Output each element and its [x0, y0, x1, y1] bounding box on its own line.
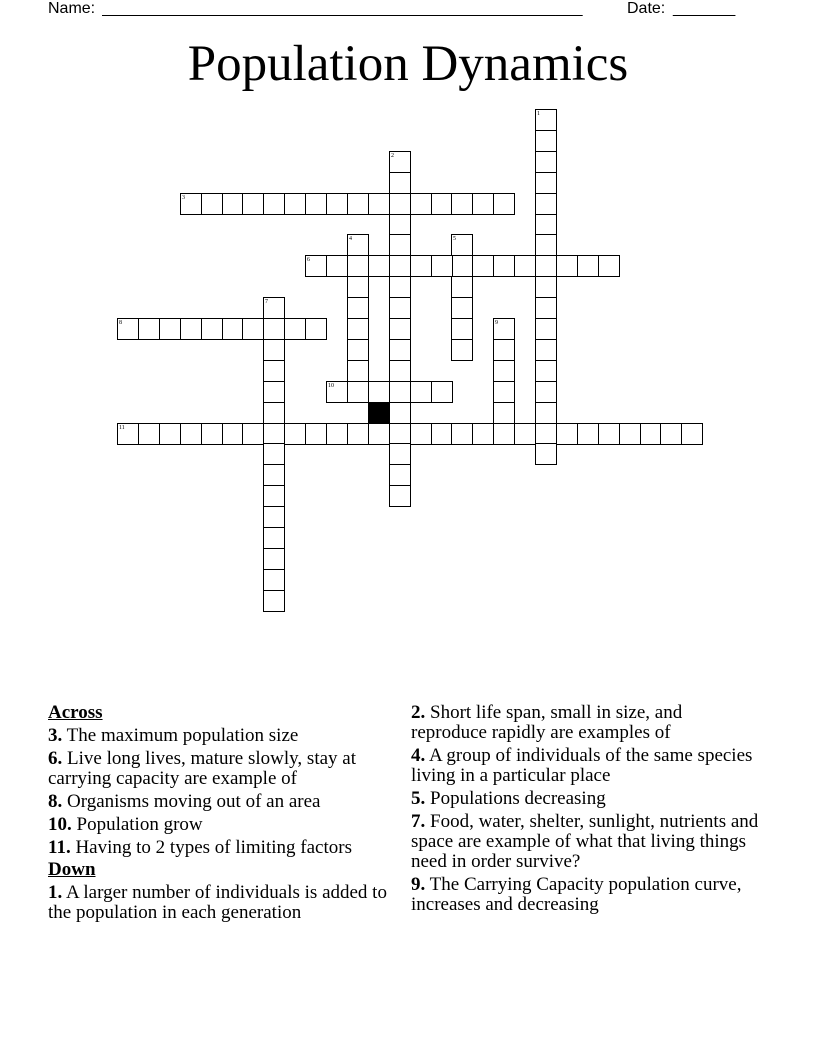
clue-number: 6. — [48, 748, 63, 769]
crossword-cell[interactable] — [305, 193, 327, 215]
crossword-cell[interactable] — [410, 381, 432, 403]
crossword-cell[interactable] — [556, 423, 578, 445]
crossword-cell[interactable] — [514, 255, 536, 277]
crossword-cell[interactable] — [535, 297, 557, 319]
crossword-cell[interactable] — [263, 590, 285, 612]
crossword-cell[interactable] — [640, 423, 662, 445]
clue-text: Populations decreasing — [430, 788, 606, 809]
crossword-cell[interactable] — [410, 423, 432, 445]
crossword-cell[interactable] — [180, 423, 202, 445]
crossword-cell[interactable] — [389, 193, 411, 215]
crossword-cell[interactable] — [368, 255, 390, 277]
crossword-cell[interactable] — [201, 423, 223, 445]
clue-across-6 — [48, 749, 394, 789]
crossword-cell[interactable] — [347, 381, 369, 403]
crossword-cell[interactable] — [451, 193, 473, 215]
crossword-cell[interactable] — [535, 130, 557, 152]
clue-number: 4. — [411, 745, 426, 766]
clue-down-4 — [411, 746, 761, 786]
clues-left-column — [48, 703, 394, 926]
crossword-cell[interactable] — [389, 360, 411, 382]
crossword-cell[interactable] — [222, 423, 244, 445]
crossword-cell[interactable] — [535, 443, 557, 465]
crossword-cell[interactable] — [242, 318, 264, 340]
crossword-cell[interactable] — [389, 297, 411, 319]
crossword-cell[interactable] — [535, 234, 557, 256]
crossword-cell[interactable] — [577, 255, 599, 277]
down-heading: Down — [48, 859, 96, 880]
page-title: Population Dynamics — [187, 36, 629, 92]
clue-number-label: 8 — [119, 320, 122, 326]
clue-across-10 — [48, 815, 394, 835]
crossword-cell[interactable] — [389, 214, 411, 236]
crossword-cell[interactable] — [389, 276, 411, 298]
clue-number: 8. — [48, 791, 63, 812]
date-line[interactable]: _______ — [673, 0, 736, 17]
crossword-cell[interactable] — [535, 276, 557, 298]
crossword-cell[interactable] — [535, 193, 557, 215]
crossword-cell[interactable] — [263, 548, 285, 570]
crossword-cell[interactable] — [284, 193, 306, 215]
clue-text: A group of individuals of the same species living in a particular place — [411, 745, 753, 786]
clue-text: The maximum population size — [66, 725, 299, 746]
crossword-cell[interactable] — [451, 276, 473, 298]
clue-number-label: 9 — [495, 320, 498, 326]
crossword-cell[interactable] — [535, 214, 557, 236]
crossword-cell[interactable] — [389, 464, 411, 486]
clue-number: 10. — [48, 814, 72, 835]
crossword-cell[interactable] — [493, 423, 515, 445]
crossword-cell[interactable] — [493, 381, 515, 403]
crossword-cell[interactable] — [535, 402, 557, 424]
clue-number: 9. — [411, 874, 426, 895]
crossword-cell[interactable] — [368, 381, 390, 403]
crossword-cell[interactable] — [431, 423, 453, 445]
clue-number: 3. — [48, 725, 63, 746]
clue-across-8 — [48, 792, 394, 812]
crossword-cell[interactable] — [472, 423, 494, 445]
crossword-cell[interactable] — [389, 485, 411, 507]
clue-text: Food, water, shelter, sunlight, nutrients and space are example of what that living things need in order survive? — [411, 811, 759, 872]
crossword-cell[interactable] — [535, 255, 557, 277]
crossword-cell[interactable] — [263, 423, 285, 445]
crossword-cell[interactable] — [263, 443, 285, 465]
crossword-cell[interactable] — [389, 381, 411, 403]
crossword-block-cell — [368, 402, 390, 424]
clue-number-label: 10 — [328, 383, 334, 389]
crossword-cell[interactable] — [201, 193, 223, 215]
crossword-cell[interactable] — [514, 423, 536, 445]
crossword-cell[interactable] — [242, 193, 264, 215]
crossword-cell[interactable] — [263, 381, 285, 403]
crossword-cell[interactable] — [326, 423, 348, 445]
clue-number: 5. — [411, 788, 426, 809]
crossword-cell[interactable] — [222, 193, 244, 215]
crossword-cell[interactable] — [472, 255, 494, 277]
clue-number-label: 7 — [265, 299, 268, 305]
crossword-cell[interactable] — [451, 297, 473, 319]
across-heading: Across — [48, 702, 103, 723]
crossword-cell[interactable] — [326, 193, 348, 215]
crossword-cell[interactable] — [284, 318, 306, 340]
crossword-cell[interactable] — [431, 381, 453, 403]
crossword-cell[interactable] — [451, 255, 473, 277]
crossword-cell[interactable] — [535, 360, 557, 382]
crossword-cell[interactable] — [368, 193, 390, 215]
crossword-cell[interactable] — [159, 423, 181, 445]
crossword-cell[interactable] — [263, 318, 285, 340]
clue-number-label: 2 — [391, 153, 394, 159]
crossword-cell[interactable] — [305, 423, 327, 445]
crossword-cell[interactable] — [347, 360, 369, 382]
clue-down-9 — [411, 875, 761, 915]
clue-across-11 — [48, 838, 394, 858]
crossword-cell[interactable] — [138, 318, 160, 340]
crossword-cell[interactable] — [660, 423, 682, 445]
clue-across-3 — [48, 726, 394, 746]
crossword-cell[interactable] — [242, 423, 264, 445]
crossword-cell[interactable] — [263, 360, 285, 382]
clue-text: Having to 2 types of limiting factors — [75, 837, 352, 858]
clue-text: The Carrying Capacity population curve, increases and decreasing — [411, 874, 742, 915]
crossword-cell[interactable] — [556, 255, 578, 277]
clue-number: 11. — [48, 837, 71, 858]
crossword-cell[interactable] — [389, 402, 411, 424]
crossword-cell[interactable] — [180, 318, 202, 340]
crossword-cell[interactable] — [535, 318, 557, 340]
clue-down-1 — [48, 883, 394, 923]
clue-number-label: 4 — [349, 236, 352, 242]
crossword-cell[interactable] — [598, 423, 620, 445]
crossword-cell[interactable] — [493, 255, 515, 277]
clue-number: 7. — [411, 811, 426, 832]
crossword-cell[interactable] — [263, 193, 285, 215]
crossword-cell[interactable] — [263, 527, 285, 549]
crossword-cell[interactable] — [493, 402, 515, 424]
crossword-cell[interactable] — [201, 318, 223, 340]
crossword-cell[interactable] — [347, 339, 369, 361]
clue-number-label: 5 — [453, 236, 456, 242]
crossword-cell[interactable] — [347, 193, 369, 215]
crossword-cell[interactable] — [410, 193, 432, 215]
crossword-cell[interactable] — [347, 423, 369, 445]
crossword-cell[interactable] — [535, 423, 557, 445]
crossword-cell[interactable] — [263, 506, 285, 528]
clues-right-column — [411, 703, 761, 918]
date-label: Date: — [627, 0, 666, 17]
crossword-cell[interactable] — [347, 318, 369, 340]
clue-number: 2. — [411, 702, 426, 723]
crossword-cell[interactable] — [410, 255, 432, 277]
crossword-cell[interactable] — [222, 318, 244, 340]
crossword-cell[interactable] — [263, 569, 285, 591]
crossword-cell[interactable] — [535, 381, 557, 403]
crossword-cell[interactable] — [389, 443, 411, 465]
clue-number-label: 11 — [119, 425, 125, 431]
crossword-cell[interactable] — [347, 276, 369, 298]
clue-down-2 — [411, 703, 761, 743]
crossword-cell[interactable] — [138, 423, 160, 445]
clue-text: Organisms moving out of an area — [67, 791, 321, 812]
crossword-cell[interactable] — [493, 360, 515, 382]
crossword-cell[interactable] — [389, 339, 411, 361]
clue-down-7 — [411, 812, 761, 872]
crossword-cell[interactable] — [681, 423, 703, 445]
name-label: Name: — [48, 0, 96, 17]
crossword-cell[interactable] — [159, 318, 181, 340]
clue-number-label: 6 — [307, 257, 310, 263]
clue-text: A larger number of individuals is added to the population in each generation — [48, 882, 387, 923]
clue-down-5 — [411, 789, 761, 809]
crossword-cell[interactable] — [431, 193, 453, 215]
crossword-cell[interactable] — [389, 234, 411, 256]
clue-number: 1. — [48, 882, 63, 903]
name-line[interactable]: ______________________________________________________ — [102, 0, 583, 17]
crossword-cell[interactable] — [263, 339, 285, 361]
crossword-cell[interactable] — [493, 339, 515, 361]
crossword-cell[interactable] — [389, 423, 411, 445]
crossword-cell[interactable] — [493, 193, 515, 215]
clue-number-label: 1 — [537, 111, 540, 117]
crossword-cell[interactable] — [472, 193, 494, 215]
crossword-cell[interactable] — [577, 423, 599, 445]
crossword-cell[interactable] — [263, 485, 285, 507]
crossword-cell[interactable] — [347, 255, 369, 277]
crossword-cell[interactable] — [263, 464, 285, 486]
crossword-cell[interactable] — [431, 255, 453, 277]
clue-number-label: 3 — [182, 195, 185, 201]
clue-text: Live long lives, mature slowly, stay at carrying capacity are example of — [48, 748, 356, 789]
clue-text: Population grow — [76, 814, 203, 835]
crossword-cell[interactable] — [326, 255, 348, 277]
crossword-cell[interactable] — [389, 318, 411, 340]
crossword-cell[interactable] — [451, 339, 473, 361]
crossword-cell[interactable] — [535, 172, 557, 194]
crossword-cell[interactable] — [305, 318, 327, 340]
crossword-cell[interactable] — [451, 423, 473, 445]
crossword-cell[interactable] — [619, 423, 641, 445]
crossword-cell[interactable] — [535, 151, 557, 173]
crossword-cell[interactable] — [263, 402, 285, 424]
crossword-cell[interactable] — [389, 255, 411, 277]
crossword-cell[interactable] — [535, 339, 557, 361]
clue-text: Short life span, small in size, and reproduce rapidly are examples of — [411, 702, 683, 743]
crossword-cell[interactable] — [598, 255, 620, 277]
crossword-cell[interactable] — [368, 423, 390, 445]
crossword-cell[interactable] — [389, 172, 411, 194]
crossword-cell[interactable] — [451, 318, 473, 340]
crossword-cell[interactable] — [347, 297, 369, 319]
crossword-cell[interactable] — [284, 423, 306, 445]
